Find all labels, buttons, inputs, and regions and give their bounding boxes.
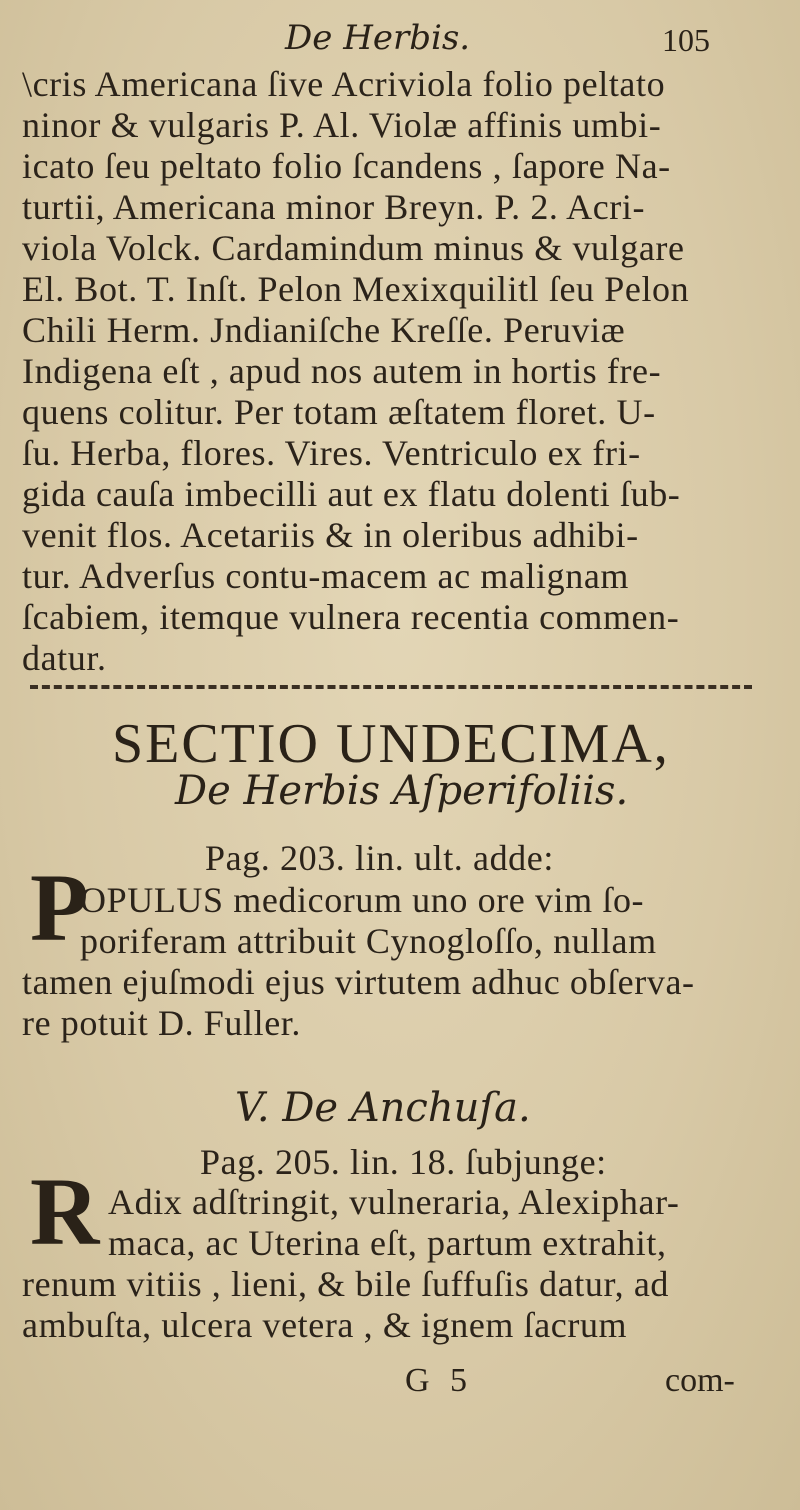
text-line: ſu. Herba, flores. Vires. Ventriculo ex fri- [22, 433, 641, 473]
running-title: De Herbis. [285, 18, 471, 58]
page-reference: Pag. 203. lin. ult. adde: [205, 838, 554, 878]
text-line: ſcabiem, itemque vulnera recentia commen- [22, 597, 680, 637]
text-line: Indigena eſt , apud nos autem in hortis fre- [22, 351, 662, 391]
drop-cap: R [30, 1158, 100, 1265]
text-line: renum vitiis , lieni, & bile ſuffuſis datur, ad [22, 1264, 670, 1304]
anchusa-heading: V. De Anchuſa. [235, 1085, 531, 1131]
text-line: ninor & vulgaris P. Al. Violæ affinis umbi- [22, 105, 662, 145]
catchword: com- [665, 1362, 735, 1399]
section-heading: SECTIO UNDECIMA, [112, 713, 670, 775]
text-line: El. Bot. T. Inſt. Pelon Mexixquilitl ſeu Pelon [22, 269, 690, 309]
text-line: \cris Americana ſive Acriviola folio peltato [22, 64, 666, 104]
text-line: icato ſeu peltato folio ſcandens , ſapore Na- [22, 146, 671, 186]
signature-mark: G 5 [405, 1362, 474, 1399]
text-line: datur. [22, 638, 107, 678]
text-line: maca, ac Uterina eſt, partum extrahit, [108, 1223, 667, 1263]
text-line: viola Volck. Cardamindum minus & vulgare [22, 228, 685, 268]
text-line: quens colitur. Per totam æſtatem floret. U- [22, 392, 656, 432]
drop-cap: P [30, 854, 89, 961]
page-reference: Pag. 205. lin. 18. ſubjunge: [200, 1142, 607, 1182]
text-line: tur. Adverſus contu-macem ac malignam [22, 556, 630, 596]
page-number: 105 [662, 22, 710, 58]
text-line: venit flos. Acetariis & in oleribus adhibi- [22, 515, 639, 555]
text-line: OPULUS medicorum uno ore vim ſo- [80, 880, 645, 920]
divider-rule [30, 685, 752, 689]
text-line: turtii, Americana minor Breyn. P. 2. Acri- [22, 187, 646, 227]
text-line: Chili Herm. Jndianiſche Kreſſe. Peruviæ [22, 310, 626, 350]
text-line: re potuit D. Fuller. [22, 1003, 301, 1043]
text-line: tamen ejuſmodi ejus virtutem adhuc obſerva- [22, 962, 695, 1002]
text-line: Adix adſtringit, vulneraria, Alexiphar- [108, 1182, 680, 1222]
text-line: gida cauſa imbecilli aut ex flatu dolenti ſub- [22, 474, 681, 514]
running-head [0, 10, 800, 70]
section-subheading: De Herbis Aſperifoliis. [175, 768, 629, 814]
text-line: ambuſta, ulcera vetera , & ignem ſacrum [22, 1305, 628, 1345]
text-line: poriferam attribuit Cynogloſſo, nullam [80, 921, 657, 961]
